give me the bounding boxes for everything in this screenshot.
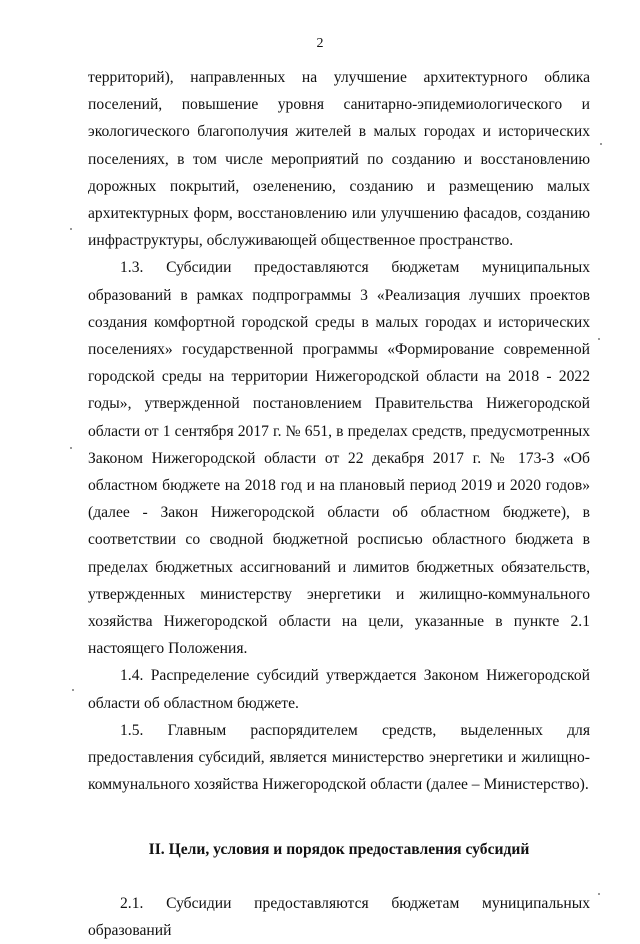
paragraph-p1-5: 1.5. Главным распорядителем средств, выделенных для предоставления субсидий, является министерство энергетики и жилищно-коммунального хозяйства Нижегородской области (далее – Министерство).	[88, 721, 590, 794]
scan-speck	[598, 893, 600, 895]
scan-speck	[598, 338, 600, 340]
paragraph-p2-1: 2.1. Субсидии предоставляются бюджетам муниципальных образований	[88, 894, 590, 939]
scan-speck	[70, 228, 72, 230]
paragraph-cont: территорий), направленных на улучшение архитектурного облика поселений, повышение уровня санитарно-эпидемиологического и экологического благополучия жителей в малых городах и исторических поселениях, в том числе мероприятий по созданию и восстановлению дорожных покрытий, озеленению, созданию и размещению малых архитектурных форм, восстановлению или улучшению фасадов, созданию инфраструктуры, обслуживающей общественное пространство.	[88, 69, 590, 250]
bottom-paragraphs	[88, 890, 590, 944]
section-heading: II. Цели, условия и порядок предоставления субсидий	[148, 841, 530, 859]
document-body	[88, 64, 590, 944]
paragraph-p1-4: 1.4. Распределение субсидий утверждается Законом Нижегородской области об областном бюджете.	[88, 667, 590, 712]
scan-speck	[600, 143, 602, 145]
scan-speck	[72, 689, 74, 691]
paragraph-p1-3: 1.3. Субсидии предоставляются бюджетам муниципальных образований в рамках подпрограммы 3 «Реализация лучших проектов создания комфортной городской среды в малых городах и исторических поселениях» государственной программы «Формирование современной городской среды на территории Нижегородской области на 2018 - 2022 годы», утвержденной постановлением Правительства Нижегородской области от 1 сентября 2017 г. № 651, в пределах средств, предусмотренных Законом Нижегородской области от 22 декабря 2017 г. № 173-З «Об областном бюджете на 2018 год и на плановый период 2019 и 2020 годов» (далее - Закон Нижегородской области об областном бюджете), в соответствии со сводной бюджетной росписью областного бюджета в пределах бюджетных ассигнований и лимитов бюджетных обязательств, утвержденных министерству энергетики и жилищно-коммунального хозяйства Нижегородской области на цели, указанные в пункте 2.1 настоящего Положения.	[88, 259, 590, 658]
page-number: 2	[316, 36, 324, 51]
scan-speck	[70, 447, 72, 449]
top-paragraphs	[88, 64, 590, 798]
